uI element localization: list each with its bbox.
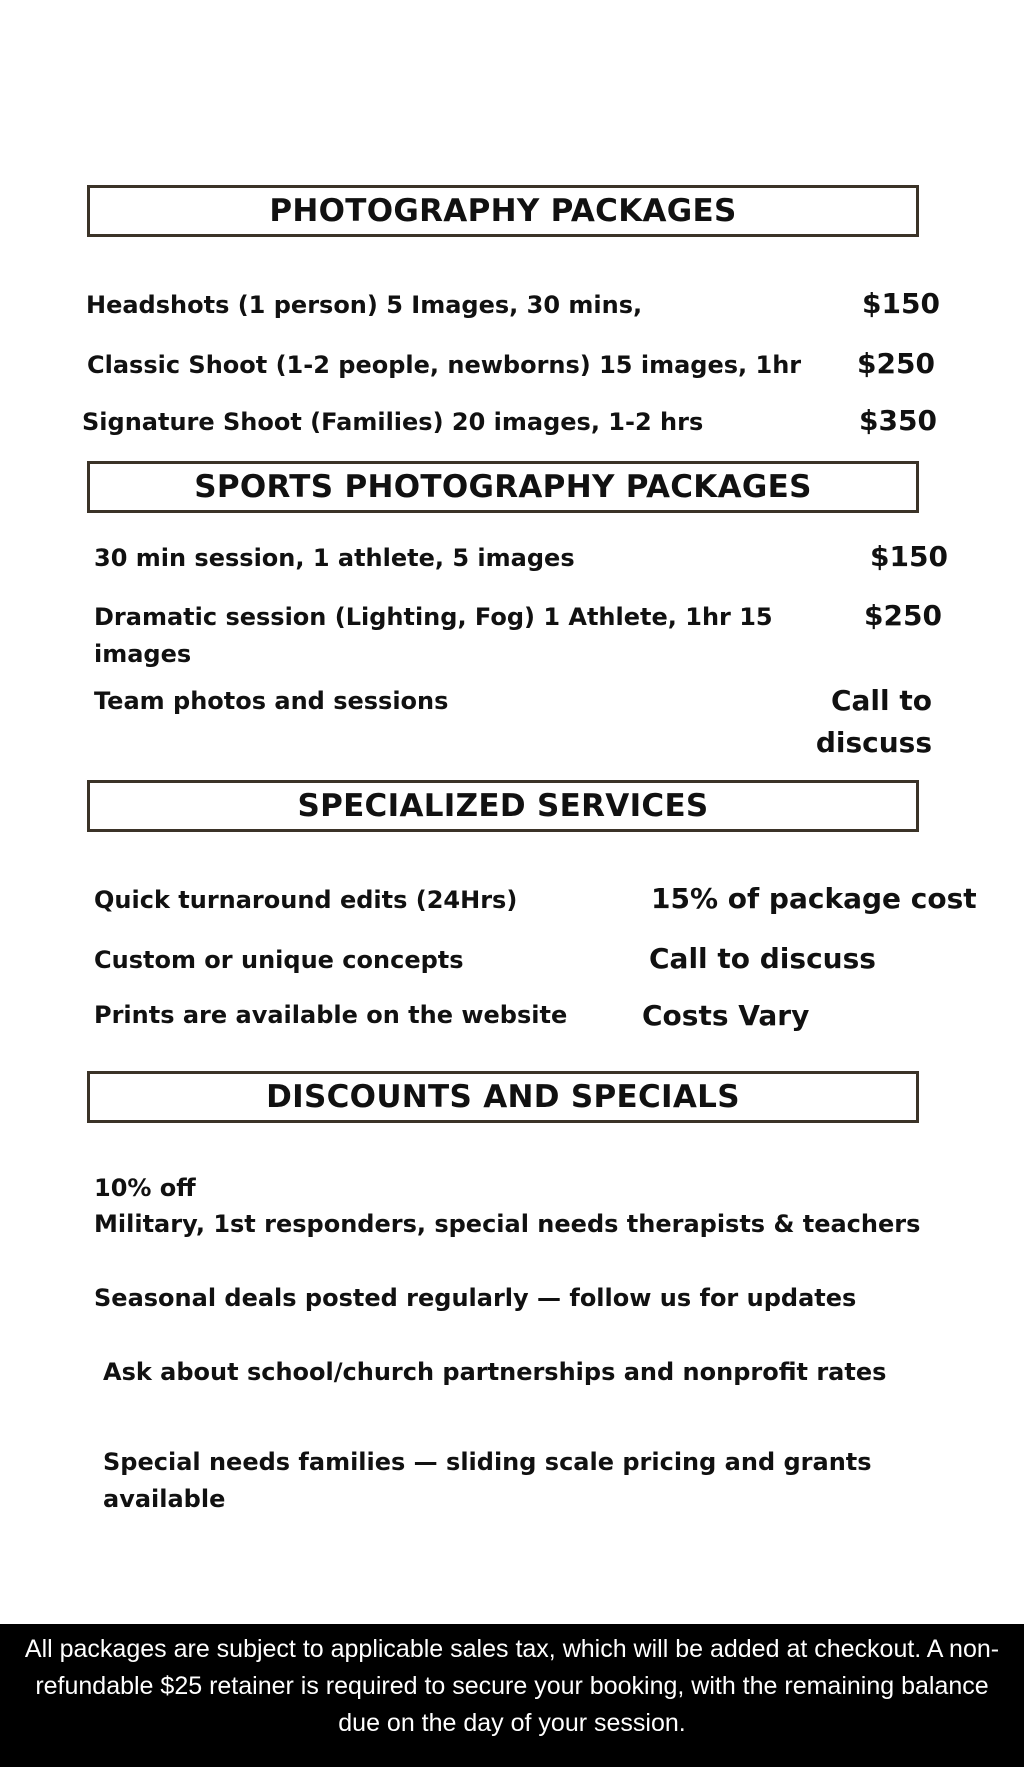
discounts-specials-heading: DISCOUNTS AND SPECIALS [87,1071,919,1123]
headshots-desc: Headshots (1 person) 5 Images, 30 mins, [86,291,643,319]
photography-packages-heading: PHOTOGRAPHY PACKAGES [87,185,919,237]
sports-30min-desc: 30 min session, 1 athlete, 5 images [94,544,575,572]
footer-disclaimer: All packages are subject to applicable sales tax, which will be added at checkout. A non-refundable $25 retainer is required to secure your booking, with the remaining balance due on the day of your session. [0,1624,1024,1767]
discount-eligible-groups: Military, 1st responders, special needs therapists & teachers [94,1210,921,1238]
quick-turnaround-desc: Quick turnaround edits (24Hrs) [94,886,518,914]
quick-turnaround-price: 15% of package cost [651,882,977,915]
dramatic-session-desc: Dramatic session (Lighting, Fog) 1 Athlete, 1hr 15 images [94,603,773,668]
classic-shoot-price: $250 [857,347,935,380]
specialized-services-heading: SPECIALIZED SERVICES [87,780,919,832]
custom-concepts-desc: Custom or unique concepts [94,946,464,974]
sports-30min-price: $150 [870,540,948,573]
discount-10-percent: 10% off [94,1174,196,1202]
headshots-price: $150 [862,287,940,320]
team-photos-desc: Team photos and sessions [94,687,449,715]
prints-price: Costs Vary [642,999,810,1032]
signature-shoot-desc: Signature Shoot (Families) 20 images, 1-2 hrs [82,408,704,436]
dramatic-session-price: $250 [864,599,942,632]
classic-shoot-desc: Classic Shoot (1-2 people, newborns) 15 images, 1hr [87,351,802,379]
team-photos-price: Call to discuss [815,684,932,759]
special-needs-families: Special needs families — sliding scale pricing and grants available [103,1448,872,1513]
signature-shoot-price: $350 [859,404,937,437]
sports-packages-heading: SPORTS PHOTOGRAPHY PACKAGES [87,461,919,513]
prints-desc: Prints are available on the website [94,1001,568,1029]
partnership-rates: Ask about school/church partnerships and nonprofit rates [103,1358,887,1386]
seasonal-deals: Seasonal deals posted regularly — follow us for updates [94,1284,857,1312]
custom-concepts-price: Call to discuss [649,942,876,975]
